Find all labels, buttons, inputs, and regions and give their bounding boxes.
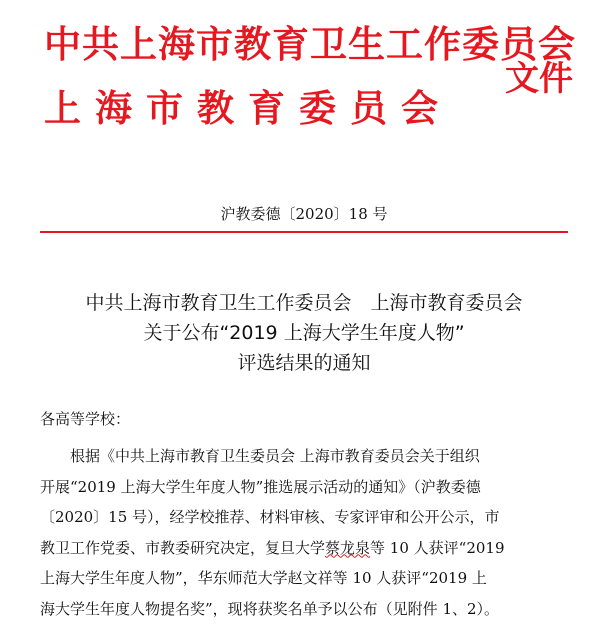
body-line: 海大学生年度人物提名奖”，现将获奖名单予以公布（见附件 1、2）。 — [40, 599, 500, 618]
body-line — [40, 533, 568, 564]
salutation: 各高等学校： — [40, 410, 131, 428]
notice-body — [40, 441, 568, 624]
title-line-2: 关于公布“2019 上海大学生年度人物” — [143, 322, 465, 344]
title-line-1: 中共上海市教育卫生工作委员会 上海市教育委员会 — [85, 292, 523, 314]
body-line: 〔2020〕15 号），经学校推荐、材料审核、专家评审和公开公示，市 — [40, 508, 500, 526]
body-text-segment: 等 10 人获评“2019 — [370, 538, 505, 557]
body-line: 上海大学生年度人物”，华东师范大学赵文祥等 10 人获评“2019 上 — [40, 569, 487, 587]
body-text-segment: 教卫工作党委、市教委研究决定，复旦大学 — [40, 538, 326, 557]
title-line-3: 评选结果的通知 — [237, 352, 371, 374]
spellcheck-marked-name: 蔡龙泉 — [325, 538, 371, 557]
document-number: 沪教委德〔2020〕18 号 — [220, 205, 388, 223]
issuing-org-line1: 中共上海市教育卫生工作委员会 — [44, 23, 576, 66]
issuing-org-line2: 上海市教育委员会 — [44, 87, 452, 130]
body-line: 根据《中共上海市教育卫生委员会 上海市教育委员会关于组织 — [70, 447, 480, 465]
document-label: 文件 — [505, 59, 573, 99]
notice-title — [0, 288, 608, 378]
body-line: 开展“2019 上海大学生年度人物”推选展示活动的通知》（沪教委德 — [40, 477, 481, 496]
red-divider-line — [40, 231, 568, 233]
